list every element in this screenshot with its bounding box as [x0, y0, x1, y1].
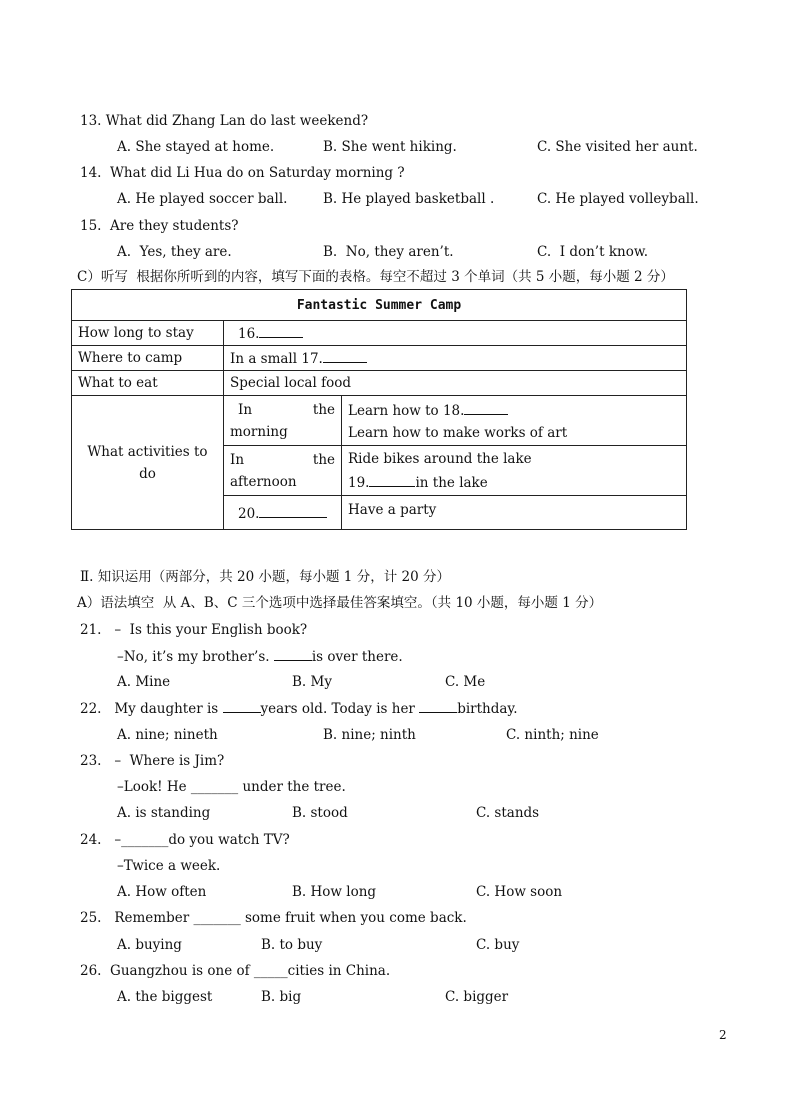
q25-option-a: A. buying — [117, 937, 182, 953]
question-13: 13. What did Zhang Lan do last weekend? — [80, 113, 369, 129]
q16-blank[interactable] — [259, 324, 303, 338]
q20-blank[interactable] — [259, 504, 327, 518]
q17-blank[interactable] — [323, 349, 367, 363]
activities-label — [72, 396, 224, 530]
q26-option-c: C. bigger — [445, 989, 509, 1005]
q23-option-c: C. stands — [476, 805, 540, 821]
q16-number: 16. — [238, 326, 260, 342]
morning-the: the — [312, 401, 335, 418]
q13-option-b: B. She went hiking. — [323, 139, 457, 155]
q21-reply-start: –No, it’s my brother’s. — [117, 649, 274, 665]
question-24: 24. –_______do you watch TV? — [80, 832, 290, 848]
q22-part2: years old. Today is her — [260, 701, 420, 717]
where-cell — [224, 346, 687, 371]
how-long-cell — [224, 321, 687, 346]
how-long-label: How long to stay — [72, 321, 224, 346]
morning-word: morning — [230, 423, 288, 440]
q15-option-a: A. Yes, they are. — [117, 244, 232, 260]
afternoon-label — [224, 446, 342, 496]
activities-label-line2: do — [139, 465, 156, 482]
what-eat-label: What to eat — [72, 371, 224, 396]
q17-text: In a small 17. — [230, 351, 323, 367]
morning-label — [224, 396, 342, 446]
section-2-heading: Ⅱ. 知识运用（两部分，共 20 小题，每小题 1 分，计 20 分） — [80, 569, 450, 585]
question-21: 21. – Is this your English book? — [80, 622, 308, 638]
page-number: 2 — [719, 1028, 727, 1042]
morning-activities — [342, 396, 687, 446]
q22-part3: birthday. — [457, 701, 518, 717]
q20-cell — [224, 496, 342, 530]
q24-option-c: C. How soon — [476, 884, 563, 900]
q20-number: 20. — [238, 505, 260, 522]
q25-option-b: B. to buy — [261, 937, 323, 953]
q19-text: in the lake — [415, 474, 488, 491]
q24-option-a: A. How often — [117, 884, 207, 900]
q24-option-b: B. How long — [292, 884, 377, 900]
question-23: 23. – Where is Jim? — [80, 753, 225, 769]
q18-blank[interactable] — [464, 401, 508, 415]
afternoon-activity-1: Ride bikes around the lake — [348, 450, 532, 467]
summer-camp-table — [71, 289, 687, 530]
q15-option-b: B. No, they aren’t. — [323, 244, 454, 260]
q18-text: Learn how to 18. — [348, 402, 465, 419]
question-23-reply: –Look! He _______ under the tree. — [117, 779, 346, 795]
section-c-heading: C）听写 根据你所听到的内容，填写下面的表格。每空不超过 3 个单词（共 5 小题，每小题 2 分） — [77, 269, 674, 285]
morning-activity-2: Learn how to make works of art — [348, 424, 568, 441]
q14-option-c: C. He played volleyball. — [537, 191, 699, 207]
q22-option-b: B. nine; ninth — [323, 727, 416, 743]
q23-option-b: B. stood — [292, 805, 348, 821]
morning-in: In — [238, 401, 253, 418]
afternoon-word: afternoon — [230, 473, 297, 490]
q23-option-a: A. is standing — [117, 805, 211, 821]
question-21-reply — [117, 647, 403, 666]
q21-blank[interactable] — [274, 647, 312, 661]
q22-option-c: C. ninth; nine — [506, 727, 599, 743]
q15-option-c: C. I don’t know. — [537, 244, 649, 260]
where-label: Where to camp — [72, 346, 224, 371]
section-2a-heading: A）语法填空 从 A、B、C 三个选项中选择最佳答案填空。（共 10 小题，每小题 1 分） — [77, 595, 603, 611]
q20-activity: Have a party — [342, 496, 687, 530]
activities-label-line1: What activities to — [87, 443, 208, 460]
question-24-reply: –Twice a week. — [117, 858, 221, 874]
afternoon-the: the — [312, 451, 335, 468]
q26-option-a: A. the biggest — [117, 989, 213, 1005]
afternoon-in: In — [230, 451, 245, 468]
q19-blank[interactable] — [369, 473, 415, 487]
question-26: 26. Guangzhou is one of _____cities in China. — [80, 963, 391, 979]
q19-number: 19. — [348, 474, 370, 491]
q26-option-b: B. big — [261, 989, 302, 1005]
question-15: 15. Are they students? — [80, 218, 239, 234]
q21-option-a: A. Mine — [117, 674, 171, 690]
afternoon-activities — [342, 446, 687, 496]
q21-option-c: C. Me — [445, 674, 486, 690]
question-22 — [80, 699, 518, 718]
question-25: 25. Remember _______ some fruit when you come back. — [80, 910, 467, 926]
question-14: 14. What did Li Hua do on Saturday morning ? — [80, 165, 405, 181]
q22-blank-2[interactable] — [419, 699, 457, 713]
q22-blank-1[interactable] — [223, 699, 261, 713]
q21-option-b: B. My — [292, 674, 332, 690]
q25-option-c: C. buy — [476, 937, 520, 953]
q14-option-a: A. He played soccer ball. — [117, 191, 288, 207]
table-title: Fantastic Summer Camp — [72, 290, 687, 321]
q14-option-b: B. He played basketball . — [323, 191, 495, 207]
q21-reply-end: is over there. — [311, 649, 403, 665]
q22-option-a: A. nine; nineth — [117, 727, 218, 743]
q22-part1: 22. My daughter is — [80, 701, 223, 717]
q13-option-c: C. She visited her aunt. — [537, 139, 698, 155]
what-eat-value: Special local food — [224, 371, 687, 396]
q13-option-a: A. She stayed at home. — [117, 139, 275, 155]
